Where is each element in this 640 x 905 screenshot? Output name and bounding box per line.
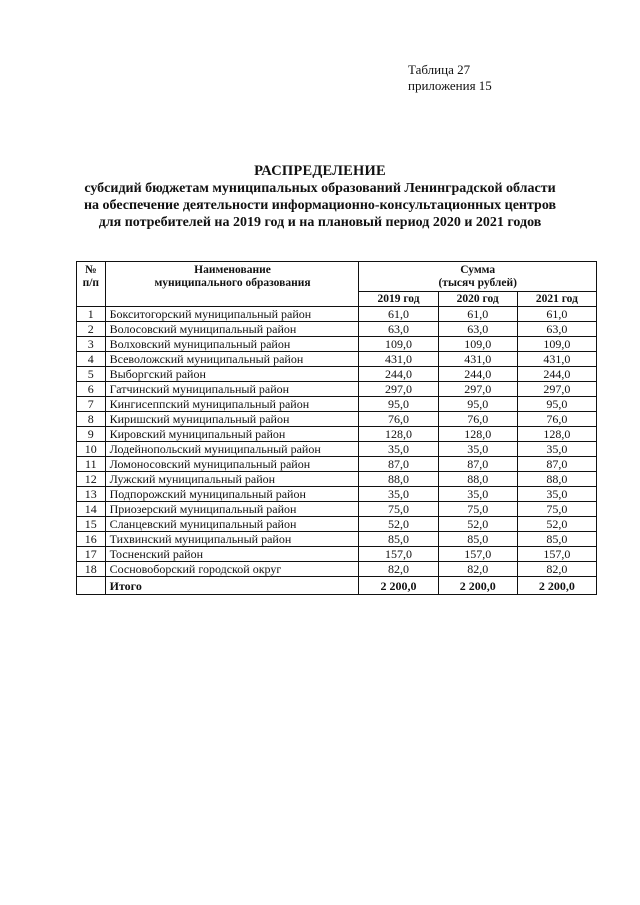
row-value-2021: 88,0 <box>517 472 596 487</box>
appendix-label: приложения 15 <box>408 78 492 93</box>
row-value-2021: 35,0 <box>517 442 596 457</box>
row-number: 6 <box>77 382 106 397</box>
row-value-2021: 35,0 <box>517 487 596 502</box>
row-value-2019: 63,0 <box>359 322 438 337</box>
header-sum: Сумма (тысяч рублей) <box>359 262 597 292</box>
title-line-3: для потребителей на 2019 год и на плановый период 2020 и 2021 годов <box>98 215 542 230</box>
row-value-2021: 82,0 <box>517 562 596 577</box>
row-municipality-name: Сосновоборский городской округ <box>105 562 359 577</box>
row-municipality-name: Выборгский район <box>105 367 359 382</box>
row-value-2020: 61,0 <box>438 307 517 322</box>
row-value-2021: 109,0 <box>517 337 596 352</box>
table-row <box>77 307 597 322</box>
row-municipality-name: Киришский муниципальный район <box>105 412 359 427</box>
row-value-2019: 87,0 <box>359 457 438 472</box>
table-row <box>77 472 597 487</box>
row-value-2020: 431,0 <box>438 352 517 367</box>
row-value-2019: 109,0 <box>359 337 438 352</box>
row-value-2020: 88,0 <box>438 472 517 487</box>
row-municipality-name: Волховский муниципальный район <box>105 337 359 352</box>
row-municipality-name: Кировский муниципальный район <box>105 427 359 442</box>
row-value-2019: 244,0 <box>359 367 438 382</box>
row-value-2020: 35,0 <box>438 487 517 502</box>
table-row <box>77 382 597 397</box>
table-row <box>77 352 597 367</box>
row-value-2019: 431,0 <box>359 352 438 367</box>
table-row <box>77 412 597 427</box>
total-2020: 2 200,0 <box>438 577 517 595</box>
row-municipality-name: Бокситогорский муниципальный район <box>105 307 359 322</box>
row-value-2019: 297,0 <box>359 382 438 397</box>
row-value-2020: 87,0 <box>438 457 517 472</box>
row-number: 16 <box>77 532 106 547</box>
row-value-2019: 82,0 <box>359 562 438 577</box>
table-row <box>77 322 597 337</box>
table-row <box>77 562 597 577</box>
table-row <box>77 487 597 502</box>
row-municipality-name: Тосненский район <box>105 547 359 562</box>
row-number: 5 <box>77 367 106 382</box>
row-value-2021: 87,0 <box>517 457 596 472</box>
header-year-2019: 2019 год <box>359 292 438 307</box>
row-value-2021: 95,0 <box>517 397 596 412</box>
row-value-2020: 35,0 <box>438 442 517 457</box>
row-value-2020: 82,0 <box>438 562 517 577</box>
row-municipality-name: Сланцевский муниципальный район <box>105 517 359 532</box>
title-line-2: на обеспечение деятельности информационно-консультационных центров <box>83 198 557 213</box>
total-2019: 2 200,0 <box>359 577 438 595</box>
row-municipality-name: Гатчинский муниципальный район <box>105 382 359 397</box>
total-label: Итого <box>105 577 359 595</box>
table-body <box>77 307 597 577</box>
row-value-2019: 88,0 <box>359 472 438 487</box>
table-row <box>77 532 597 547</box>
document-title <box>0 163 640 231</box>
table-row <box>77 367 597 382</box>
header-year-2020: 2020 год <box>438 292 517 307</box>
table-header-row <box>77 262 597 292</box>
row-number: 15 <box>77 517 106 532</box>
table-reference <box>408 62 492 94</box>
header-name: Наименование муниципального образования <box>105 262 359 307</box>
row-value-2019: 52,0 <box>359 517 438 532</box>
row-value-2020: 297,0 <box>438 382 517 397</box>
row-number: 7 <box>77 397 106 412</box>
table-row <box>77 442 597 457</box>
table-row <box>77 502 597 517</box>
row-value-2021: 297,0 <box>517 382 596 397</box>
row-number: 8 <box>77 412 106 427</box>
row-value-2019: 75,0 <box>359 502 438 517</box>
row-value-2020: 157,0 <box>438 547 517 562</box>
row-value-2021: 75,0 <box>517 502 596 517</box>
row-value-2020: 63,0 <box>438 322 517 337</box>
row-value-2021: 76,0 <box>517 412 596 427</box>
row-value-2020: 85,0 <box>438 532 517 547</box>
row-number: 17 <box>77 547 106 562</box>
row-number: 9 <box>77 427 106 442</box>
row-municipality-name: Лодейнопольский муниципальный район <box>105 442 359 457</box>
row-value-2019: 35,0 <box>359 442 438 457</box>
row-value-2020: 75,0 <box>438 502 517 517</box>
row-value-2019: 128,0 <box>359 427 438 442</box>
row-value-2021: 61,0 <box>517 307 596 322</box>
row-value-2019: 95,0 <box>359 397 438 412</box>
row-number: 11 <box>77 457 106 472</box>
row-value-2020: 95,0 <box>438 397 517 412</box>
table-number-label: Таблица 27 <box>408 62 471 77</box>
row-number: 10 <box>77 442 106 457</box>
row-number: 18 <box>77 562 106 577</box>
row-number: 2 <box>77 322 106 337</box>
total-num-cell <box>77 577 106 595</box>
row-municipality-name: Приозерский муниципальный район <box>105 502 359 517</box>
row-municipality-name: Ломоносовский муниципальный район <box>105 457 359 472</box>
row-value-2019: 61,0 <box>359 307 438 322</box>
distribution-table <box>76 261 597 595</box>
row-number: 4 <box>77 352 106 367</box>
row-value-2021: 128,0 <box>517 427 596 442</box>
header-year-2021: 2021 год <box>517 292 596 307</box>
total-2021: 2 200,0 <box>517 577 596 595</box>
row-value-2019: 85,0 <box>359 532 438 547</box>
row-municipality-name: Подпорожский муниципальный район <box>105 487 359 502</box>
table-row <box>77 427 597 442</box>
row-number: 14 <box>77 502 106 517</box>
row-number: 13 <box>77 487 106 502</box>
row-value-2020: 244,0 <box>438 367 517 382</box>
table-total-row <box>77 577 597 595</box>
row-value-2021: 63,0 <box>517 322 596 337</box>
header-num: № п/п <box>77 262 106 307</box>
row-value-2020: 52,0 <box>438 517 517 532</box>
row-value-2019: 157,0 <box>359 547 438 562</box>
title-main: РАСПРЕДЕЛЕНИЕ <box>254 163 386 179</box>
row-value-2021: 52,0 <box>517 517 596 532</box>
row-value-2021: 85,0 <box>517 532 596 547</box>
row-municipality-name: Кингисеппский муниципальный район <box>105 397 359 412</box>
title-line-1: субсидий бюджетам муниципальных образований Ленинградской области <box>84 181 556 196</box>
table-row <box>77 517 597 532</box>
row-municipality-name: Всеволожский муниципальный район <box>105 352 359 367</box>
row-municipality-name: Лужский муниципальный район <box>105 472 359 487</box>
table-row <box>77 457 597 472</box>
row-value-2020: 109,0 <box>438 337 517 352</box>
row-municipality-name: Волосовский муниципальный район <box>105 322 359 337</box>
row-value-2020: 76,0 <box>438 412 517 427</box>
row-value-2021: 157,0 <box>517 547 596 562</box>
row-number: 1 <box>77 307 106 322</box>
row-value-2019: 35,0 <box>359 487 438 502</box>
row-municipality-name: Тихвинский муниципальный район <box>105 532 359 547</box>
row-value-2020: 128,0 <box>438 427 517 442</box>
row-number: 3 <box>77 337 106 352</box>
table-row <box>77 547 597 562</box>
row-value-2019: 76,0 <box>359 412 438 427</box>
table-row <box>77 337 597 352</box>
row-value-2021: 244,0 <box>517 367 596 382</box>
table-row <box>77 397 597 412</box>
row-value-2021: 431,0 <box>517 352 596 367</box>
row-number: 12 <box>77 472 106 487</box>
